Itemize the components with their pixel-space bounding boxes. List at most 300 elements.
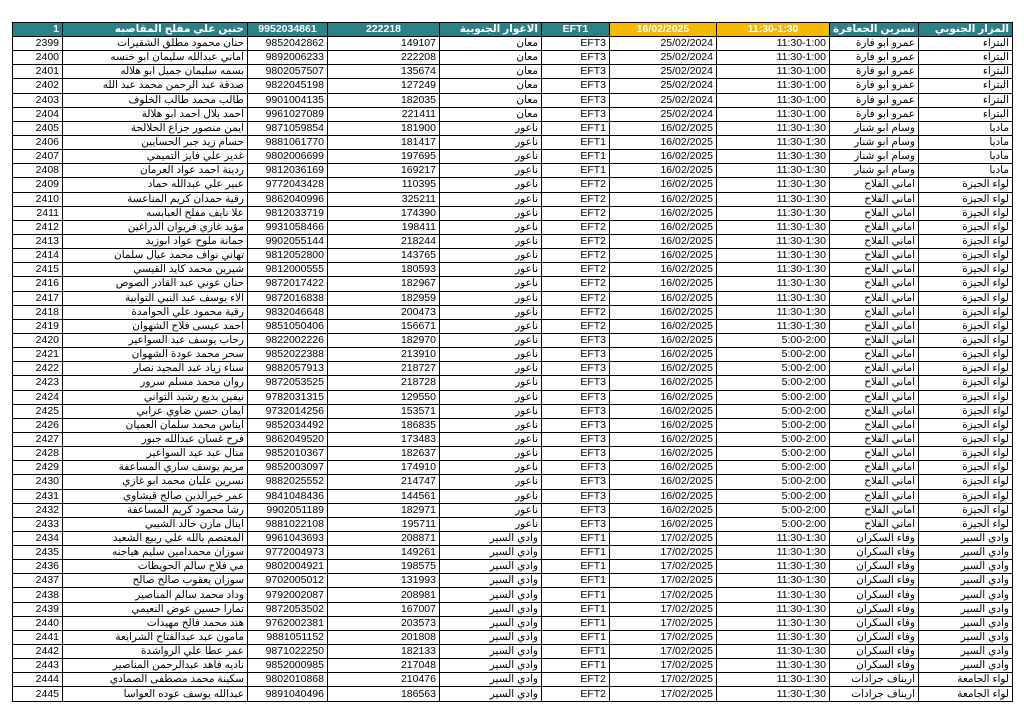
cell-index[interactable]: 2428 [13, 447, 63, 461]
cell-time[interactable]: 11:30-1:30 [717, 531, 830, 545]
cell-date[interactable]: 25/02/2024 [610, 93, 717, 107]
cell-committee[interactable]: اماني الفلاح [830, 291, 919, 305]
cell-region[interactable]: ناعور [440, 178, 542, 192]
cell-seat-number[interactable]: 129550 [328, 390, 440, 404]
cell-governorate[interactable]: لواء الجيزة [919, 390, 1013, 404]
cell-governorate[interactable]: لواء الجامعة [919, 687, 1013, 701]
cell-seat-number[interactable]: 180593 [328, 263, 440, 277]
cell-committee[interactable]: اماني الفلاح [830, 249, 919, 263]
cell-index[interactable]: 2420 [13, 333, 63, 347]
cell-committee[interactable]: اماني الفلاح [830, 178, 919, 192]
cell-phone[interactable]: 9802057507 [248, 65, 328, 79]
cell-region[interactable]: وادي السير [440, 645, 542, 659]
cell-time[interactable]: 11:30-1:30 [717, 588, 830, 602]
cell-region[interactable]: ناعور [440, 376, 542, 390]
cell-region[interactable]: ناعور [440, 305, 542, 319]
cell-seat-number[interactable]: 195711 [328, 517, 440, 531]
cell-phone[interactable]: 9772043428 [248, 178, 328, 192]
cell-governorate[interactable]: لواء الجيزة [919, 489, 1013, 503]
cell-phone[interactable]: 9902055144 [248, 234, 328, 248]
cell-date[interactable]: 16/02/2025 [610, 503, 717, 517]
cell-committee[interactable]: وسام ابو شنار [830, 121, 919, 135]
cell-seat-number[interactable]: 182967 [328, 277, 440, 291]
cell-time[interactable]: 5:00-2:00 [717, 461, 830, 475]
cell-seat-number[interactable]: 174910 [328, 461, 440, 475]
cell-region[interactable]: وادي السير [440, 659, 542, 673]
cell-committee[interactable]: اماني الفلاح [830, 447, 919, 461]
cell-index[interactable]: 2409 [13, 178, 63, 192]
cell-index[interactable]: 2412 [13, 220, 63, 234]
cell-index[interactable]: 2427 [13, 432, 63, 446]
cell-phone[interactable]: 9882025552 [248, 475, 328, 489]
header-index[interactable]: 1 [13, 23, 63, 37]
cell-time[interactable]: 11:30-1:00 [717, 107, 830, 121]
cell-region[interactable]: معان [440, 93, 542, 107]
cell-seat-number[interactable]: 218244 [328, 234, 440, 248]
cell-name[interactable]: عبير علي عبدالله حماد [63, 178, 248, 192]
cell-region[interactable]: ناعور [440, 475, 542, 489]
cell-phone[interactable]: 9902051189 [248, 503, 328, 517]
cell-seat-number[interactable]: 174390 [328, 206, 440, 220]
cell-committee[interactable]: اماني الفلاح [830, 390, 919, 404]
cell-name[interactable]: سوزان يعقوب صالح صالح [63, 574, 248, 588]
cell-hall[interactable]: EFT3 [542, 376, 610, 390]
cell-committee[interactable]: عمرو ابو فارة [830, 65, 919, 79]
cell-governorate[interactable]: لواء الجيزة [919, 376, 1013, 390]
cell-region[interactable]: ناعور [440, 432, 542, 446]
cell-index[interactable]: 2406 [13, 135, 63, 149]
cell-phone[interactable]: 9872017422 [248, 277, 328, 291]
cell-region[interactable]: وادي السير [440, 616, 542, 630]
header-phone[interactable]: 9952034861 [248, 23, 328, 37]
header-date[interactable]: 16/02/2025 [610, 23, 717, 37]
cell-region[interactable]: ناعور [440, 418, 542, 432]
cell-region[interactable]: ناعور [440, 362, 542, 376]
cell-time[interactable]: 5:00-2:00 [717, 390, 830, 404]
cell-committee[interactable]: اماني الفلاح [830, 305, 919, 319]
cell-index[interactable]: 2408 [13, 164, 63, 178]
cell-name[interactable]: غدير علي فايز التميمي [63, 150, 248, 164]
cell-hall[interactable]: EFT2 [542, 234, 610, 248]
cell-seat-number[interactable]: 186835 [328, 418, 440, 432]
cell-region[interactable]: ناعور [440, 150, 542, 164]
cell-name[interactable]: فرح غسان عبدالله جبور [63, 432, 248, 446]
cell-hall[interactable]: EFT1 [542, 574, 610, 588]
cell-governorate[interactable]: البتراء [919, 37, 1013, 51]
cell-date[interactable]: 25/02/2024 [610, 37, 717, 51]
cell-time[interactable]: 5:00-2:00 [717, 475, 830, 489]
cell-index[interactable]: 2399 [13, 37, 63, 51]
cell-phone[interactable]: 9702005012 [248, 574, 328, 588]
cell-committee[interactable]: عمرو ابو فارة [830, 93, 919, 107]
cell-date[interactable]: 16/02/2025 [610, 206, 717, 220]
cell-name[interactable]: حنان عوني عبد القادر الصوص [63, 277, 248, 291]
cell-index[interactable]: 2404 [13, 107, 63, 121]
cell-name[interactable]: بسمه سليمان جميل ابو هلاله [63, 65, 248, 79]
cell-time[interactable]: 11:30-1:30 [717, 150, 830, 164]
cell-seat-number[interactable]: 208871 [328, 531, 440, 545]
cell-name[interactable]: سحر محمد عودة الشهوان [63, 348, 248, 362]
cell-date[interactable]: 17/02/2025 [610, 574, 717, 588]
cell-committee[interactable]: اماني الفلاح [830, 277, 919, 291]
cell-phone[interactable]: 9851050406 [248, 319, 328, 333]
cell-name[interactable]: سكينة محمد مصطفى الصمادي [63, 673, 248, 687]
cell-hall[interactable]: EFT2 [542, 319, 610, 333]
cell-governorate[interactable]: لواء الجيزة [919, 319, 1013, 333]
cell-hall[interactable]: EFT3 [542, 404, 610, 418]
cell-hall[interactable]: EFT3 [542, 503, 610, 517]
cell-seat-number[interactable]: 173483 [328, 432, 440, 446]
cell-name[interactable]: اماني عبدالله سليمان ابو خنسه [63, 51, 248, 65]
cell-phone[interactable]: 9961027089 [248, 107, 328, 121]
cell-governorate[interactable]: لواء الجيزة [919, 447, 1013, 461]
cell-governorate[interactable]: لواء الجيزة [919, 432, 1013, 446]
cell-time[interactable]: 11:30-1:30 [717, 630, 830, 644]
cell-index[interactable]: 2439 [13, 602, 63, 616]
cell-date[interactable]: 16/02/2025 [610, 489, 717, 503]
cell-time[interactable]: 11:30-1:30 [717, 220, 830, 234]
cell-phone[interactable]: 9961043693 [248, 531, 328, 545]
cell-committee[interactable]: وفاء السكران [830, 531, 919, 545]
cell-index[interactable]: 2434 [13, 531, 63, 545]
cell-name[interactable]: تهاني نواف محمد عيال سلمان [63, 249, 248, 263]
cell-seat-number[interactable]: 221411 [328, 107, 440, 121]
cell-committee[interactable]: عمرو ابو فارة [830, 79, 919, 93]
cell-name[interactable]: ردينة احمد عواد العرمان [63, 164, 248, 178]
cell-committee[interactable]: اماني الفلاح [830, 220, 919, 234]
cell-seat-number[interactable]: 218728 [328, 376, 440, 390]
cell-region[interactable]: وادي السير [440, 588, 542, 602]
cell-committee[interactable]: اماني الفلاح [830, 263, 919, 277]
cell-time[interactable]: 11:30-1:30 [717, 249, 830, 263]
cell-hall[interactable]: EFT1 [542, 588, 610, 602]
cell-name[interactable]: مؤيد غازي فريوان الدراغين [63, 220, 248, 234]
cell-date[interactable]: 16/02/2025 [610, 263, 717, 277]
cell-name[interactable]: ناديه فاهد عبدالرحمن المناصير [63, 659, 248, 673]
header-name[interactable]: حنين علي مفلح المقاصبه [63, 23, 248, 37]
cell-time[interactable]: 11:30-1:30 [717, 659, 830, 673]
cell-hall[interactable]: EFT2 [542, 291, 610, 305]
cell-index[interactable]: 2414 [13, 249, 63, 263]
cell-committee[interactable]: عمرو ابو فارة [830, 107, 919, 121]
cell-time[interactable]: 5:00-2:00 [717, 362, 830, 376]
cell-region[interactable]: ناعور [440, 121, 542, 135]
cell-phone[interactable]: 9852003097 [248, 461, 328, 475]
cell-hall[interactable]: EFT3 [542, 37, 610, 51]
cell-committee[interactable]: وفاء السكران [830, 616, 919, 630]
cell-governorate[interactable]: وادي السير [919, 574, 1013, 588]
cell-index[interactable]: 2424 [13, 390, 63, 404]
cell-region[interactable]: ناعور [440, 192, 542, 206]
cell-index[interactable]: 2430 [13, 475, 63, 489]
cell-phone[interactable]: 9871059854 [248, 121, 328, 135]
cell-date[interactable]: 16/02/2025 [610, 178, 717, 192]
cell-hall[interactable]: EFT3 [542, 107, 610, 121]
cell-hall[interactable]: EFT2 [542, 249, 610, 263]
cell-committee[interactable]: وفاء السكران [830, 560, 919, 574]
cell-time[interactable]: 5:00-2:00 [717, 489, 830, 503]
cell-region[interactable]: ناعور [440, 234, 542, 248]
cell-hall[interactable]: EFT3 [542, 93, 610, 107]
cell-governorate[interactable]: لواء الجيزة [919, 277, 1013, 291]
cell-phone[interactable]: 9822002226 [248, 333, 328, 347]
cell-time[interactable]: 11:30-1:00 [717, 37, 830, 51]
cell-committee[interactable]: اماني الفلاح [830, 319, 919, 333]
cell-phone[interactable]: 9892006233 [248, 51, 328, 65]
cell-name[interactable]: اينال مازن خالد الشيبي [63, 517, 248, 531]
cell-hall[interactable]: EFT1 [542, 164, 610, 178]
cell-index[interactable]: 2418 [13, 305, 63, 319]
cell-seat-number[interactable]: 198575 [328, 560, 440, 574]
cell-governorate[interactable]: لواء الجيزة [919, 291, 1013, 305]
cell-name[interactable]: احمد عيسى فلاح الشهوان [63, 319, 248, 333]
cell-time[interactable]: 11:30-1:30 [717, 192, 830, 206]
cell-governorate[interactable]: مادبا [919, 121, 1013, 135]
cell-name[interactable]: حنان محمود مطلق الشقيرات [63, 37, 248, 51]
cell-index[interactable]: 2436 [13, 560, 63, 574]
cell-date[interactable]: 17/02/2025 [610, 588, 717, 602]
cell-region[interactable]: ناعور [440, 319, 542, 333]
cell-date[interactable]: 16/02/2025 [610, 234, 717, 248]
cell-time[interactable]: 5:00-2:00 [717, 404, 830, 418]
cell-date[interactable]: 25/02/2024 [610, 79, 717, 93]
cell-date[interactable]: 16/02/2025 [610, 348, 717, 362]
cell-time[interactable]: 11:30-1:30 [717, 687, 830, 701]
cell-date[interactable]: 16/02/2025 [610, 461, 717, 475]
cell-name[interactable]: ايمان حسن ضاوي عرابي [63, 404, 248, 418]
cell-governorate[interactable]: مادبا [919, 164, 1013, 178]
cell-hall[interactable]: EFT1 [542, 659, 610, 673]
cell-date[interactable]: 16/02/2025 [610, 447, 717, 461]
cell-committee[interactable]: وسام ابو شنار [830, 164, 919, 178]
cell-region[interactable]: ناعور [440, 263, 542, 277]
cell-region[interactable]: معان [440, 51, 542, 65]
cell-seat-number[interactable]: 149107 [328, 37, 440, 51]
cell-time[interactable]: 11:30-1:30 [717, 164, 830, 178]
cell-hall[interactable]: EFT1 [542, 602, 610, 616]
cell-index[interactable]: 2419 [13, 319, 63, 333]
cell-region[interactable]: ناعور [440, 164, 542, 178]
cell-region[interactable]: ناعور [440, 277, 542, 291]
cell-governorate[interactable]: وادي السير [919, 588, 1013, 602]
cell-seat-number[interactable]: 149261 [328, 546, 440, 560]
cell-time[interactable]: 11:30-1:00 [717, 93, 830, 107]
cell-committee[interactable]: اماني الفلاح [830, 461, 919, 475]
cell-hall[interactable]: EFT2 [542, 673, 610, 687]
cell-phone[interactable]: 9862040996 [248, 192, 328, 206]
cell-governorate[interactable]: لواء الجيزة [919, 475, 1013, 489]
cell-seat-number[interactable]: 182133 [328, 645, 440, 659]
cell-governorate[interactable]: وادي السير [919, 546, 1013, 560]
cell-hall[interactable]: EFT2 [542, 305, 610, 319]
cell-committee[interactable]: اماني الفلاح [830, 206, 919, 220]
cell-committee[interactable]: وفاء السكران [830, 574, 919, 588]
cell-seat-number[interactable]: 144561 [328, 489, 440, 503]
cell-index[interactable]: 2426 [13, 418, 63, 432]
cell-phone[interactable]: 9881061770 [248, 135, 328, 149]
header-hall[interactable]: EFT1 [542, 23, 610, 37]
cell-index[interactable]: 2423 [13, 376, 63, 390]
cell-index[interactable]: 2443 [13, 659, 63, 673]
cell-committee[interactable]: عمرو ابو فارة [830, 51, 919, 65]
cell-date[interactable]: 17/02/2025 [610, 630, 717, 644]
cell-name[interactable]: عبدالله يوسف عوده العواسا [63, 687, 248, 701]
cell-name[interactable]: شيرين محمد كايد القيسي [63, 263, 248, 277]
cell-index[interactable]: 2402 [13, 79, 63, 93]
cell-date[interactable]: 16/02/2025 [610, 135, 717, 149]
cell-index[interactable]: 2437 [13, 574, 63, 588]
cell-seat-number[interactable]: 131993 [328, 574, 440, 588]
cell-seat-number[interactable]: 203573 [328, 616, 440, 630]
cell-date[interactable]: 17/02/2025 [610, 560, 717, 574]
cell-governorate[interactable]: لواء الجيزة [919, 206, 1013, 220]
cell-seat-number[interactable]: 213910 [328, 348, 440, 362]
cell-time[interactable]: 11:30-1:30 [717, 178, 830, 192]
cell-seat-number[interactable]: 143765 [328, 249, 440, 263]
cell-time[interactable]: 11:30-1:30 [717, 206, 830, 220]
cell-phone[interactable]: 9881022108 [248, 517, 328, 531]
cell-governorate[interactable]: لواء الجيزة [919, 333, 1013, 347]
cell-date[interactable]: 17/02/2025 [610, 673, 717, 687]
cell-phone[interactable]: 9852034492 [248, 418, 328, 432]
cell-governorate[interactable]: البتراء [919, 79, 1013, 93]
cell-region[interactable]: وادي السير [440, 531, 542, 545]
cell-phone[interactable]: 9872053502 [248, 602, 328, 616]
cell-governorate[interactable]: لواء الجيزة [919, 249, 1013, 263]
cell-seat-number[interactable]: 127249 [328, 79, 440, 93]
cell-region[interactable]: ناعور [440, 291, 542, 305]
cell-region[interactable]: وادي السير [440, 630, 542, 644]
cell-governorate[interactable]: لواء الجيزة [919, 220, 1013, 234]
cell-hall[interactable]: EFT2 [542, 206, 610, 220]
cell-time[interactable]: 11:30-1:00 [717, 65, 830, 79]
cell-committee[interactable]: وسام ابو شنار [830, 135, 919, 149]
cell-region[interactable]: ناعور [440, 135, 542, 149]
cell-seat-number[interactable]: 169217 [328, 164, 440, 178]
cell-index[interactable]: 2415 [13, 263, 63, 277]
cell-time[interactable]: 5:00-2:00 [717, 503, 830, 517]
cell-time[interactable]: 5:00-2:00 [717, 447, 830, 461]
cell-phone[interactable]: 9872016838 [248, 291, 328, 305]
cell-governorate[interactable]: لواء الجيزة [919, 192, 1013, 206]
cell-seat-number[interactable]: 186563 [328, 687, 440, 701]
cell-time[interactable]: 11:30-1:30 [717, 291, 830, 305]
cell-date[interactable]: 16/02/2025 [610, 376, 717, 390]
cell-seat-number[interactable]: 110395 [328, 178, 440, 192]
cell-phone[interactable]: 9852010367 [248, 447, 328, 461]
cell-index[interactable]: 2431 [13, 489, 63, 503]
cell-committee[interactable]: اريناف جرادات [830, 673, 919, 687]
cell-date[interactable]: 17/02/2025 [610, 645, 717, 659]
cell-governorate[interactable]: مادبا [919, 150, 1013, 164]
cell-region[interactable]: معان [440, 79, 542, 93]
cell-committee[interactable]: وفاء السكران [830, 546, 919, 560]
cell-hall[interactable]: EFT3 [542, 390, 610, 404]
cell-governorate[interactable]: مادبا [919, 135, 1013, 149]
cell-hall[interactable]: EFT1 [542, 531, 610, 545]
cell-region[interactable]: وادي السير [440, 673, 542, 687]
cell-hall[interactable]: EFT2 [542, 192, 610, 206]
cell-region[interactable]: وادي السير [440, 574, 542, 588]
cell-phone[interactable]: 9812052800 [248, 249, 328, 263]
cell-region[interactable]: ناعور [440, 404, 542, 418]
cell-name[interactable]: رشا محمود كريم المساعفة [63, 503, 248, 517]
cell-index[interactable]: 2442 [13, 645, 63, 659]
cell-phone[interactable]: 9822045198 [248, 79, 328, 93]
cell-date[interactable]: 17/02/2025 [610, 659, 717, 673]
cell-governorate[interactable]: لواء الجيزة [919, 418, 1013, 432]
cell-time[interactable]: 11:30-1:00 [717, 79, 830, 93]
cell-name[interactable]: جمانة ملوح عواد ابوزيد [63, 234, 248, 248]
cell-region[interactable]: معان [440, 65, 542, 79]
cell-name[interactable]: نسرين عليان محمد ابو غازي [63, 475, 248, 489]
cell-committee[interactable]: وفاء السكران [830, 630, 919, 644]
cell-name[interactable]: سناء زياد عبد المجيد نصار [63, 362, 248, 376]
cell-name[interactable]: نيفين بديع رشيد الثواني [63, 390, 248, 404]
cell-index[interactable]: 2403 [13, 93, 63, 107]
cell-time[interactable]: 5:00-2:00 [717, 432, 830, 446]
cell-hall[interactable]: EFT3 [542, 461, 610, 475]
cell-hall[interactable]: EFT1 [542, 150, 610, 164]
cell-time[interactable]: 11:30-1:30 [717, 319, 830, 333]
cell-phone[interactable]: 9802006699 [248, 150, 328, 164]
cell-hall[interactable]: EFT2 [542, 277, 610, 291]
cell-index[interactable]: 2444 [13, 673, 63, 687]
cell-governorate[interactable]: لواء الجيزة [919, 305, 1013, 319]
cell-index[interactable]: 2438 [13, 588, 63, 602]
cell-name[interactable]: تمارا حسين عوض النعيمي [63, 602, 248, 616]
cell-seat-number[interactable]: 181900 [328, 121, 440, 135]
cell-time[interactable]: 5:00-2:00 [717, 333, 830, 347]
cell-name[interactable]: علا نايف مفلح العبابسه [63, 206, 248, 220]
cell-phone[interactable]: 9871022250 [248, 645, 328, 659]
cell-region[interactable]: ناعور [440, 249, 542, 263]
cell-index[interactable]: 2422 [13, 362, 63, 376]
cell-time[interactable]: 11:30-1:30 [717, 616, 830, 630]
cell-region[interactable]: ناعور [440, 220, 542, 234]
cell-seat-number[interactable]: 182035 [328, 93, 440, 107]
cell-name[interactable]: هند محمد فالح مهيدات [63, 616, 248, 630]
cell-region[interactable]: ناعور [440, 461, 542, 475]
cell-seat-number[interactable]: 214747 [328, 475, 440, 489]
cell-phone[interactable]: 9732014256 [248, 404, 328, 418]
cell-index[interactable]: 2445 [13, 687, 63, 701]
cell-phone[interactable]: 9762002381 [248, 616, 328, 630]
cell-date[interactable]: 17/02/2025 [610, 531, 717, 545]
cell-governorate[interactable]: البتراء [919, 51, 1013, 65]
cell-region[interactable]: وادي السير [440, 602, 542, 616]
cell-governorate[interactable]: البتراء [919, 93, 1013, 107]
cell-committee[interactable]: اماني الفلاح [830, 348, 919, 362]
cell-hall[interactable]: EFT2 [542, 687, 610, 701]
cell-hall[interactable]: EFT3 [542, 517, 610, 531]
cell-committee[interactable]: اماني الفلاح [830, 432, 919, 446]
cell-seat-number[interactable]: 182971 [328, 503, 440, 517]
cell-seat-number[interactable]: 182959 [328, 291, 440, 305]
cell-region[interactable]: معان [440, 107, 542, 121]
cell-seat-number[interactable]: 167007 [328, 602, 440, 616]
cell-governorate[interactable]: لواء الجيزة [919, 263, 1013, 277]
cell-seat-number[interactable]: 197695 [328, 150, 440, 164]
cell-hall[interactable]: EFT3 [542, 447, 610, 461]
cell-committee[interactable]: اماني الفلاح [830, 489, 919, 503]
cell-phone[interactable]: 9772004973 [248, 546, 328, 560]
cell-time[interactable]: 11:30-1:30 [717, 234, 830, 248]
cell-hall[interactable]: EFT1 [542, 645, 610, 659]
cell-region[interactable]: وادي السير [440, 560, 542, 574]
cell-date[interactable]: 16/02/2025 [610, 220, 717, 234]
cell-date[interactable]: 16/02/2025 [610, 277, 717, 291]
